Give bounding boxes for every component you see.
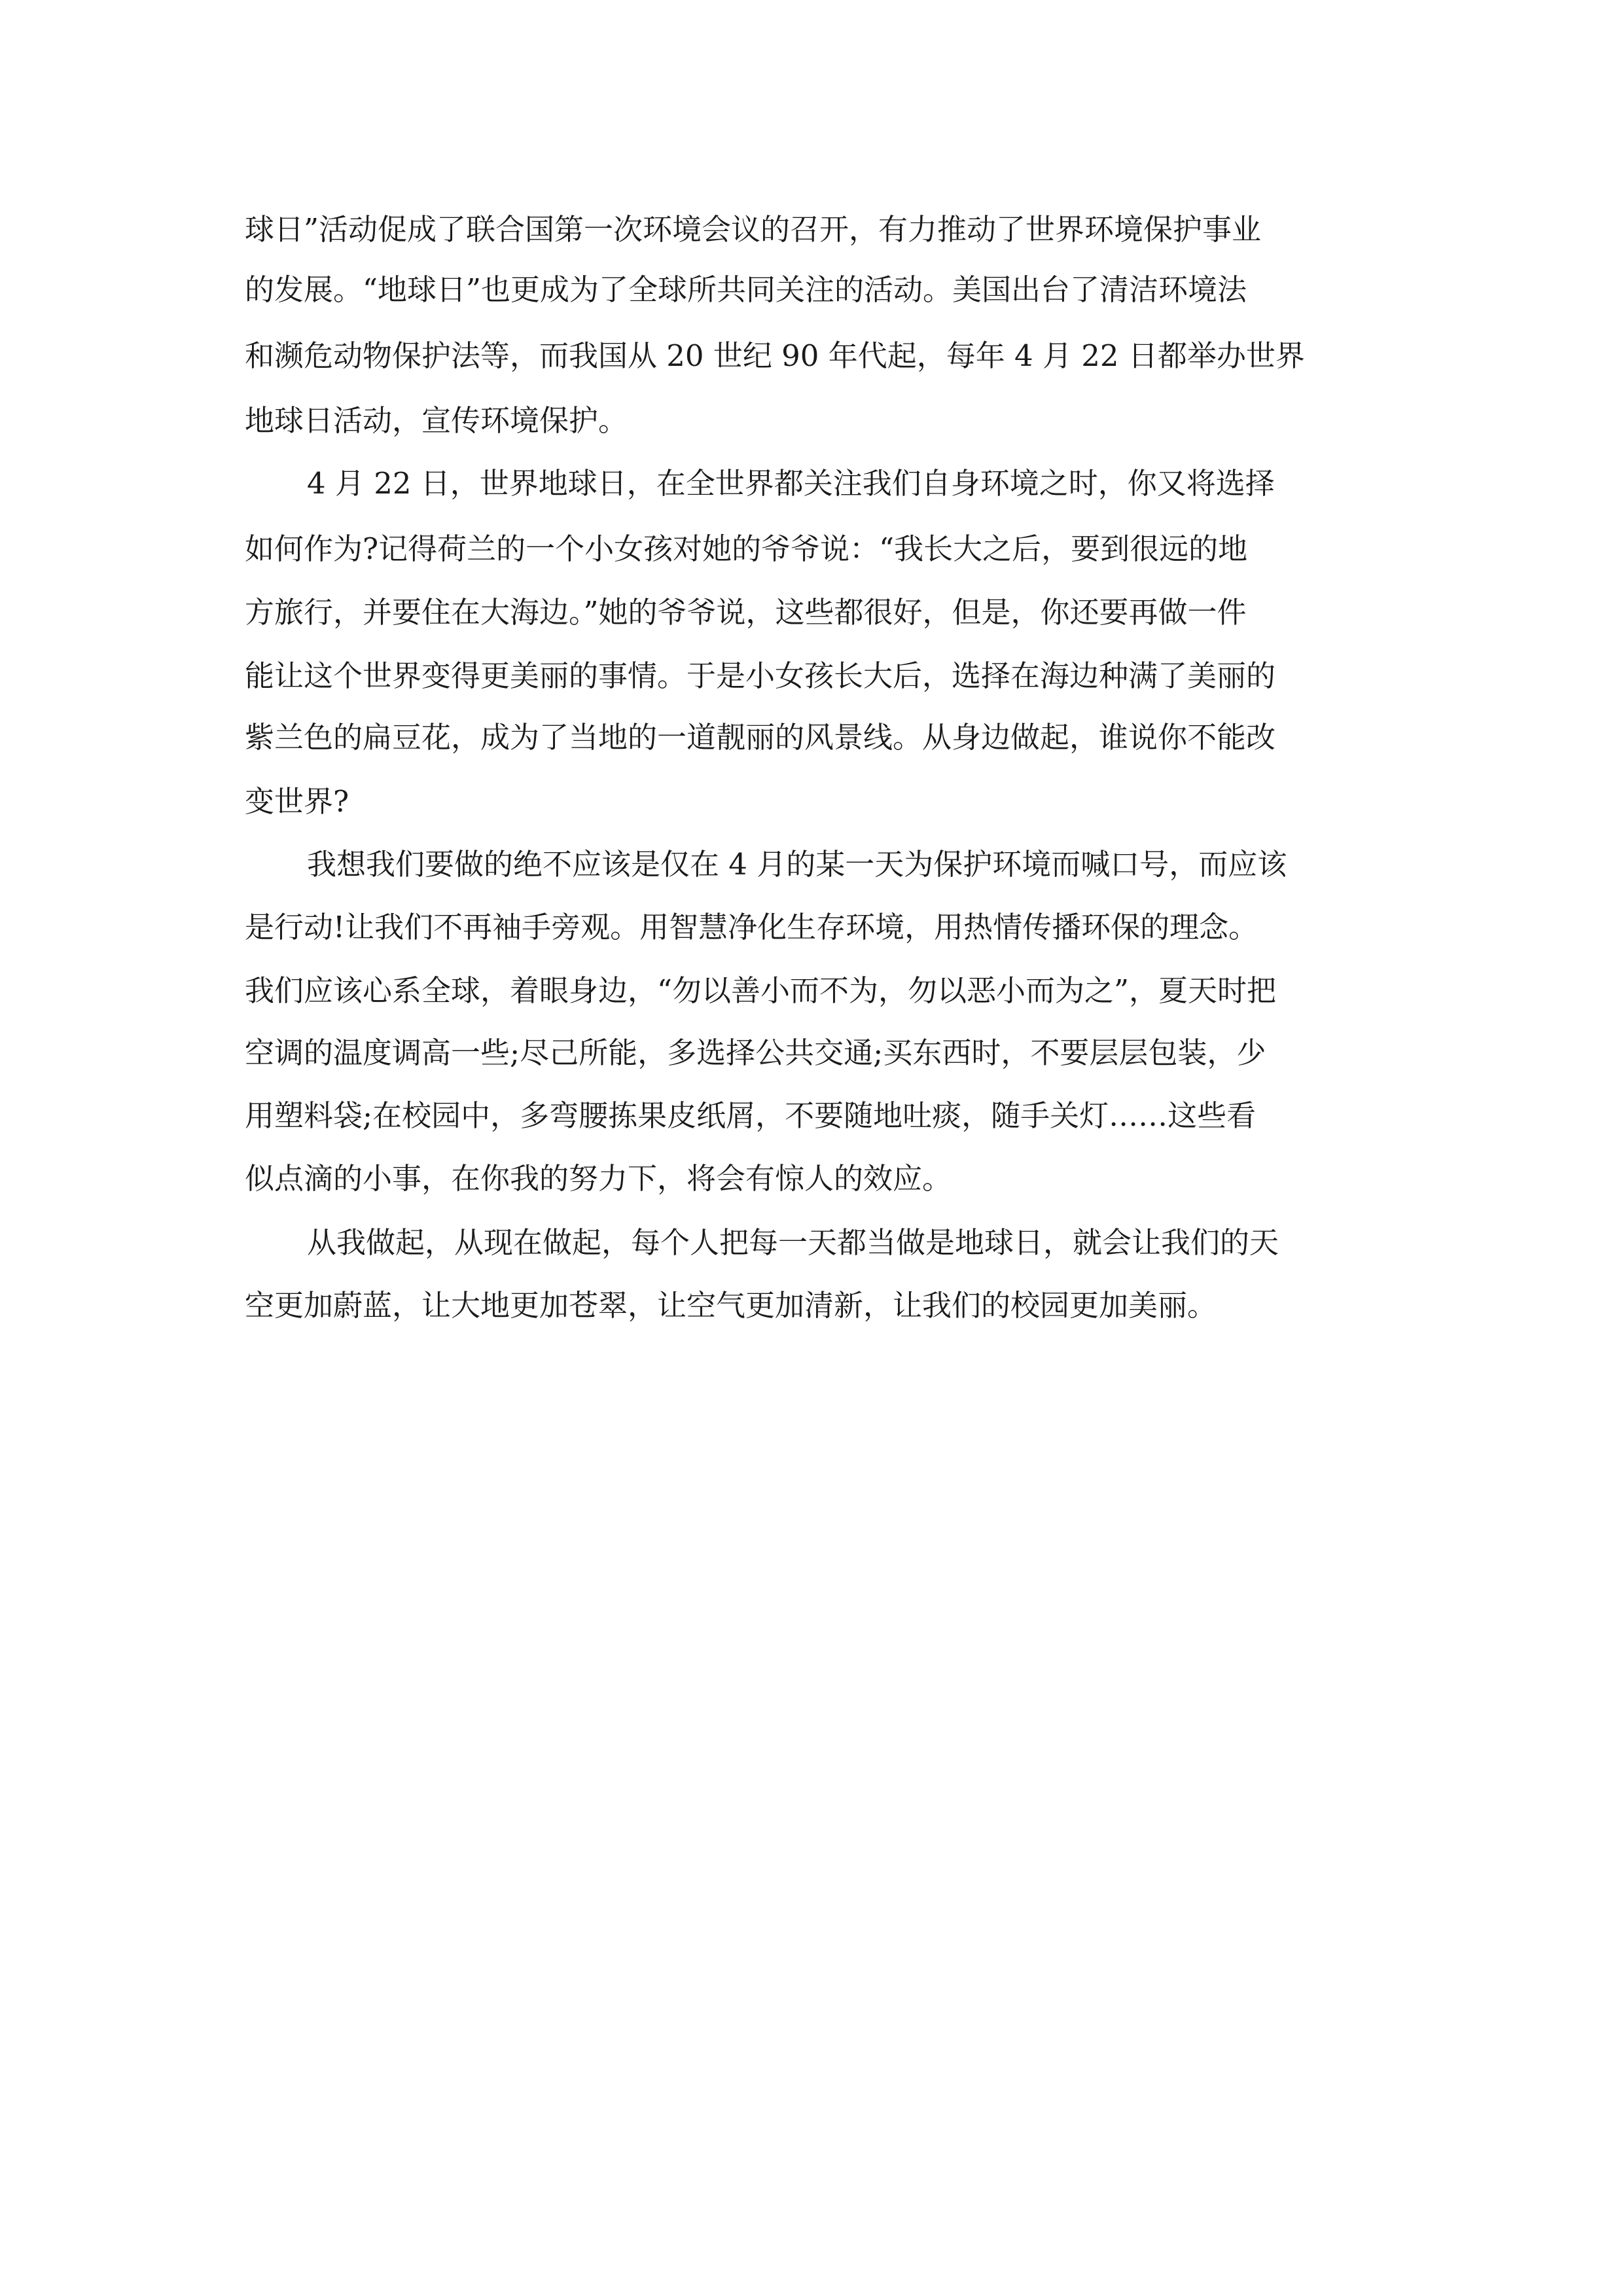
paragraph-2-line-5: 紫兰色的扁豆花，成为了当地的一道靓丽的风景线。从身边做起，谁说你不能改 <box>245 720 1276 755</box>
paragraph-3-line-2: 是行动!让我们不再袖手旁观。用智慧净化生存环境，用热情传播环保的理念。 <box>245 910 1258 944</box>
paragraph-2-line-3: 方旅行，并要住在大海边。”她的爷爷说，这些都很好，但是，你还要再做一件 <box>245 595 1247 630</box>
paragraph-2-line-2: 如何作为?记得荷兰的一个小女孩对她的爷爷说：“我长大之后，要到很远的地 <box>245 531 1248 566</box>
paragraph-3-line-6: 似点滴的小事，在你我的努力下，将会有惊人的效应。 <box>245 1161 952 1196</box>
paragraph-3-line-4: 空调的温度调高一些;尽己所能，多选择公共交通;买东西时，不要层层包装，少 <box>245 1035 1266 1070</box>
paragraph-4-line-1: 从我做起，从现在做起，每个人把每一天都当做是地球日，就会让我们的天 <box>307 1225 1279 1260</box>
paragraph-1-line-4: 地球日活动，宣传环境保护。 <box>245 403 628 438</box>
paragraph-2-line-1: 4 月 22 日，世界地球日，在全世界都关注我们自身环境之时，你又将选择 <box>307 466 1275 501</box>
paragraph-4-line-2: 空更加蔚蓝，让大地更加苍翠，让空气更加清新，让我们的校园更加美丽。 <box>245 1288 1217 1323</box>
paragraph-2-line-4: 能让这个世界变得更美丽的事情。于是小女孩长大后，选择在海边种满了美丽的 <box>245 658 1276 693</box>
paragraph-1-line-3: 和濒危动物保护法等，而我国从 20 世纪 90 年代起，每年 4 月 22 日都举办世界 <box>245 338 1305 373</box>
paragraph-3-line-1: 我想我们要做的绝不应该是仅在 4 月的某一天为保护环境而喊口号，而应该 <box>307 847 1287 882</box>
paragraph-1-line-2: 的发展。“地球日”也更成为了全球所共同关注的活动。美国出台了清洁环境法 <box>245 272 1247 307</box>
paragraph-2-line-6: 变世界? <box>245 784 349 819</box>
paragraph-1-line-1: 球日”活动促成了联合国第一次环境会议的召开，有力推动了世界环境保护事业 <box>245 212 1262 247</box>
paragraph-3-line-5: 用塑料袋;在校园中，多弯腰拣果皮纸屑，不要随地吐痰，随手关灯……这些看 <box>245 1098 1257 1133</box>
paragraph-3-line-3: 我们应该心系全球，着眼身边，“勿以善小而不为，勿以恶小而为之”，夏天时把 <box>245 973 1277 1008</box>
